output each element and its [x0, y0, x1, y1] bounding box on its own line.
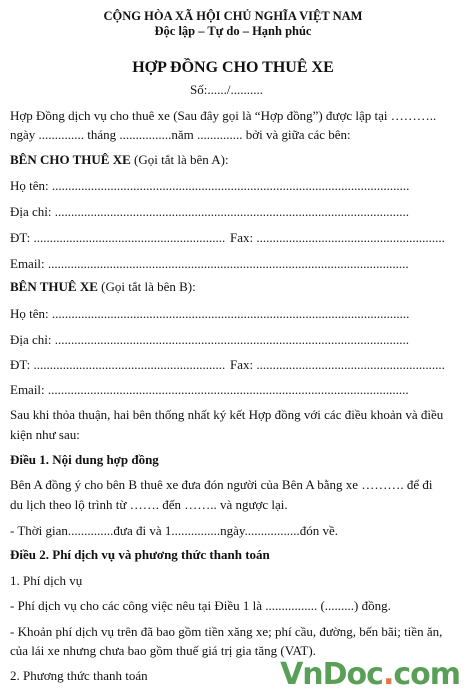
party-a-address-field: Địa chỉ: ............................................................................................................. — [10, 204, 410, 219]
party-b-name-field: Họ tên: .............................................................................................................. — [10, 306, 410, 321]
party-a-name-field: Họ tên: .............................................................................................................. — [10, 178, 410, 193]
party-b-heading — [10, 279, 456, 295]
party-b-heading-note: (Gọi tắt là bên B): — [97, 279, 196, 294]
party-a-email-field: Email: ............................................................................................................... — [10, 256, 409, 271]
party-a-heading-note: (Gọi tắt là bên A): — [130, 152, 229, 167]
country-heading: CỘNG HÒA XÃ HỘI CHỦ NGHĨA VIỆT NAM — [103, 9, 363, 23]
motto-text: Độc lập – Tự do – Hạnh phúc — [154, 24, 312, 38]
party-a-phone-row — [10, 230, 456, 246]
article-2-section-1-heading: 1. Phí dịch vụ — [10, 573, 83, 588]
intro-line-2: ngày .............. tháng ................năm .............. bởi và giữa các bên: — [10, 127, 351, 142]
article-2-title: Điều 2. Phí dịch vụ và phương thức thanh toán — [10, 547, 270, 562]
party-a-heading — [10, 152, 456, 168]
article-1-paragraph-line-2: du lịch theo lộ trình từ ……. đến …….. và ngược lại. — [10, 497, 288, 512]
article-2-fee-line: - Phí dịch vụ cho các công việc nêu tại Điều 1 là ................ (.........) đồng. — [10, 598, 391, 613]
party-b-email-field: Email: ............................................................................................................... — [10, 382, 409, 397]
article-1-time-line: - Thời gian..............đưa đi và 1...............ngày.................đón về. — [10, 523, 339, 538]
watermark-dot: . — [382, 657, 394, 692]
party-b-heading-label: BÊN THUÊ XE — [10, 279, 98, 294]
party-a-phone-field: ĐT: ........................................................... — [10, 230, 226, 245]
article-2-fee-includes-line-2: của lái xe nhưng chưa bao gồm thuế giá trị gia tăng (VAT). — [10, 643, 316, 658]
watermark-brand-a: VnDoc — [280, 657, 383, 692]
intro-line-1: Hợp Đồng dịch vụ cho thuê xe (Sau đây gọi là “Hợp đồng”) được lập tại ……….. — [10, 108, 437, 123]
motto-heading — [10, 23, 456, 39]
article-1-paragraph-line-1: Bên A đồng ý cho bên B thuê xe đưa đón người của Bên A bằng xe ………. để đi — [10, 477, 433, 492]
party-a-fax-field: Fax: .......................................................... — [230, 230, 445, 245]
article-2-section-2-heading: 2. Phương thức thanh toán — [10, 668, 148, 683]
party-b-address-field: Địa chỉ: ............................................................................................................. — [10, 332, 410, 347]
contract-title: HỢP ĐỒNG CHO THUÊ XE — [132, 59, 334, 76]
agreement-line-1: Sau khi thỏa thuận, hai bên thống nhất ký kết Hợp đồng với các điều khoản và điều — [10, 407, 444, 422]
article-1-title: Điều 1. Nội dung hợp đồng — [10, 452, 159, 467]
article-2-fee-includes-line-1: - Khoản phí dịch vụ trên đã bao gồm tiền xăng xe; phí cầu, đường, bến bãi; tiền ăn, — [10, 624, 443, 639]
agreement-line-2: kiện như sau: — [10, 427, 80, 442]
watermark-brand-b: com — [393, 657, 460, 692]
vndoc-watermark-logo — [280, 658, 460, 692]
contract-number: Số:....../.......... — [190, 82, 263, 97]
party-b-phone-field: ĐT: ........................................................... — [10, 357, 226, 372]
party-a-heading-label: BÊN CHO THUÊ XE — [10, 152, 131, 167]
party-b-phone-row — [10, 357, 456, 373]
party-b-fax-field: Fax: .......................................................... — [230, 357, 445, 372]
